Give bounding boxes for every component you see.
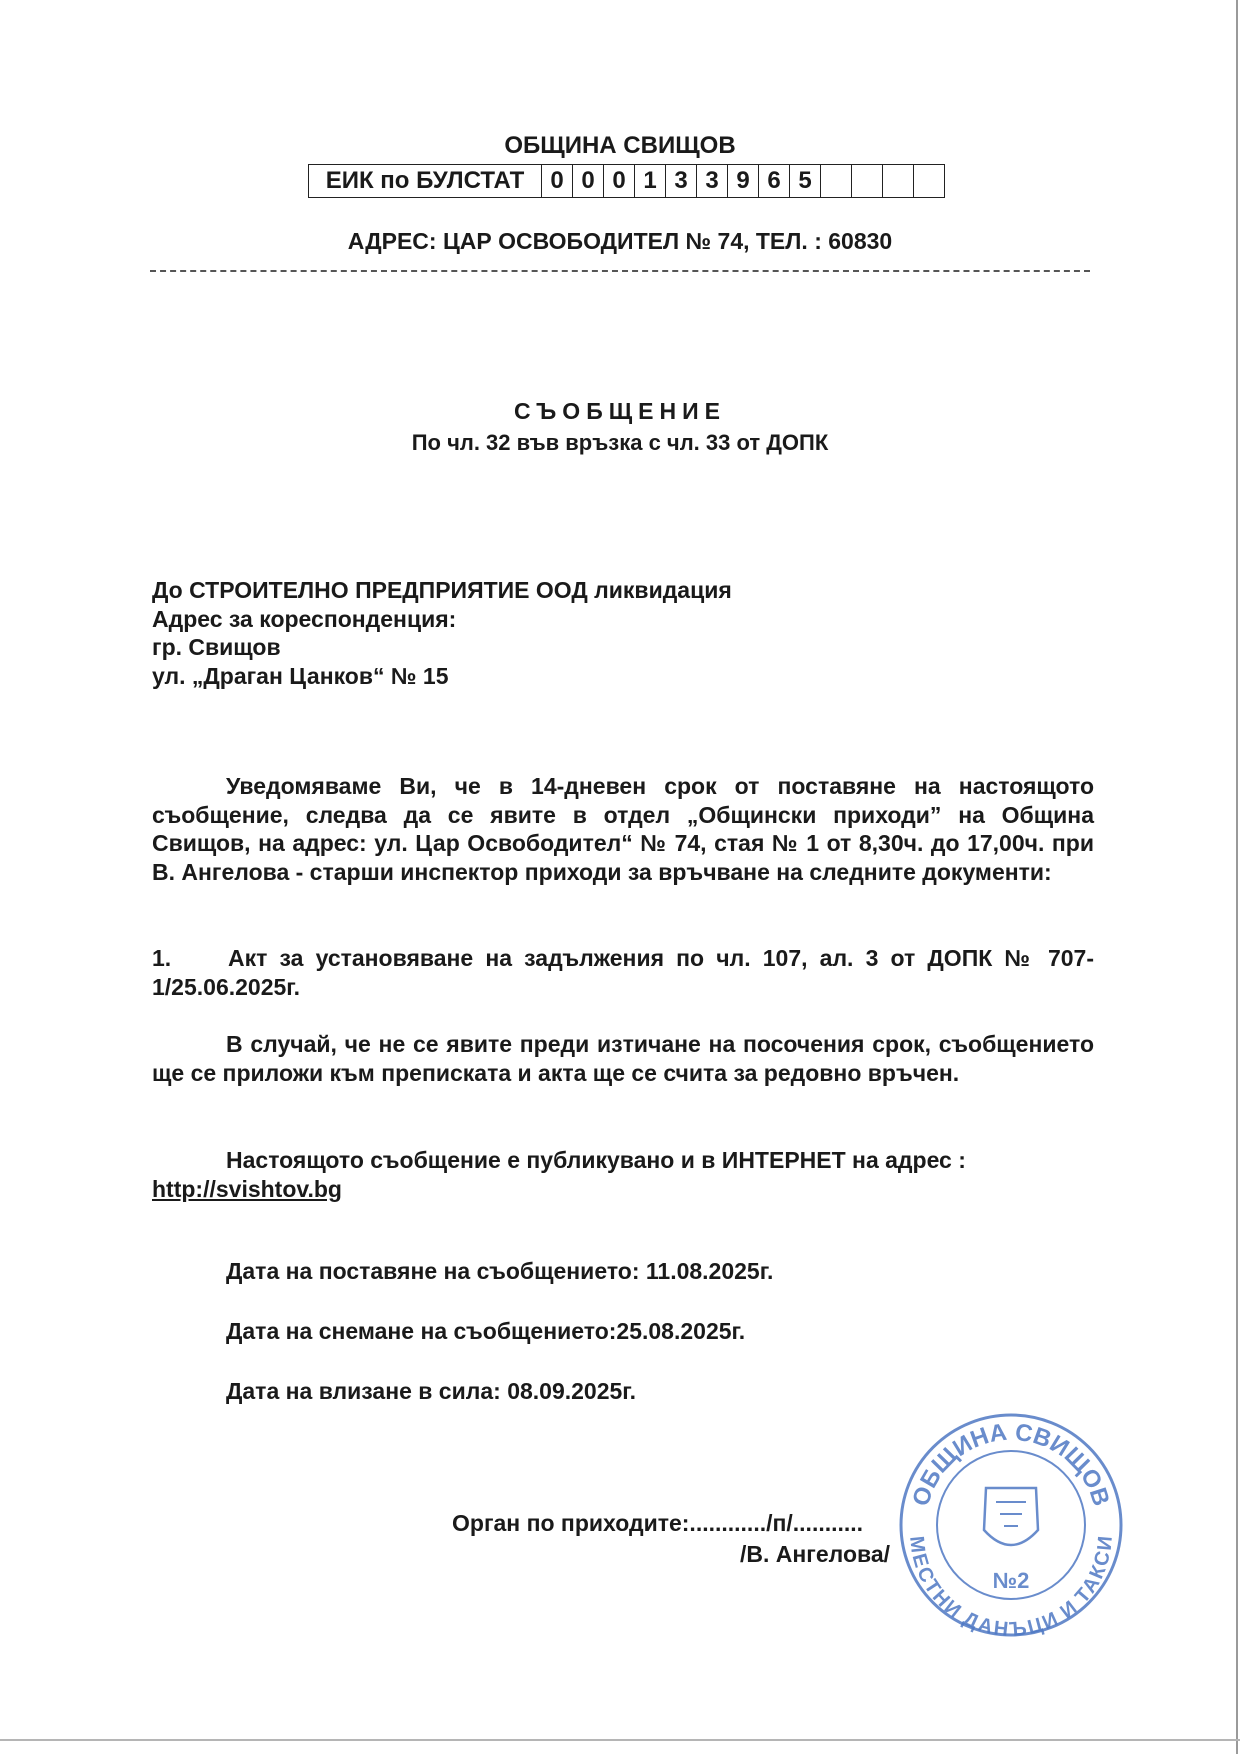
date-effective: Дата на влизане в сила: 08.09.2025г. [226, 1378, 636, 1404]
recipient-address-label: Адрес за кореспонденция: [152, 605, 457, 632]
scan-edge-bottom [0, 1739, 1240, 1741]
notice-paragraph: Уведомяваме Ви, че в 14-дневен срок от поставяне на настоящото съобщение, следва да се явите в отдел „Общински приходи” на Община Свищов, на адрес: ул. Цар Освободител“ № 74, стая № 1 от 8,30ч. до 17,00ч. при В. Ангелова - старши инспектор приходи за връчване на следните документи: [152, 773, 1094, 885]
list-item-number: 1. [152, 945, 172, 971]
date-removed: Дата на снемане на съобщението:25.08.2025г. [226, 1318, 746, 1344]
eik-digit: 3 [666, 165, 697, 198]
scan-edge-right [1236, 0, 1238, 1754]
municipality-name: ОБЩИНА СВИЩОВ [504, 132, 736, 159]
eik-digit: 5 [790, 165, 821, 198]
document-list-item [152, 944, 1094, 1001]
eik-digit: 6 [759, 165, 790, 198]
publication-text: Настоящото съобщение е публикувано и в ИНТЕРНЕТ на адрес : [226, 1147, 966, 1173]
eik-digit: 3 [697, 165, 728, 198]
eik-table [308, 164, 945, 198]
municipality-address: АДРЕС: ЦАР ОСВОБОДИТЕЛ № 74, ТЕЛ. : 60830 [347, 228, 893, 254]
stamp-crest-lines [996, 1502, 1026, 1526]
eik-digit [914, 165, 945, 198]
consequence-paragraph: В случай, че не се явите преди изтичане на посочения срок, съобщението ще се приложи към преписката и акта ще се счита за редовно връчен. [152, 1031, 1094, 1086]
official-stamp [896, 1410, 1126, 1640]
recipient-city: гр. Свищов [152, 634, 281, 660]
eik-digit [852, 165, 883, 198]
eik-digit: 0 [573, 165, 604, 198]
date-posted: Дата на поставяне на съобщението: 11.08.2025г. [226, 1258, 774, 1284]
stamp-number: №2 [992, 1568, 1030, 1593]
recipient-street: ул. „Драган Цанков“ № 15 [152, 662, 449, 689]
stamp-top-text: ОБЩИНА СВИЩОВ [907, 1418, 1115, 1510]
recipient-block [152, 576, 732, 690]
eik-digit: 0 [604, 165, 635, 198]
eik-digit: 1 [635, 165, 666, 198]
recipient-name: До СТРОИТЕЛНО ПРЕДПРИЯТИЕ ООД ликвидация [152, 577, 732, 603]
stamp-bottom-text: МЕСТНИ ДАНЪЦИ И ТАКСИ [905, 1535, 1117, 1640]
eik-digit: 0 [542, 165, 573, 198]
eik-digit [821, 165, 852, 198]
eik-digit: 9 [728, 165, 759, 198]
stamp-crest [984, 1488, 1038, 1545]
document-subtitle: По чл. 32 във връзка с чл. 33 от ДОПК [411, 430, 829, 455]
header-divider [150, 270, 1090, 272]
signatory-name: /В. Ангелова/ [740, 1541, 891, 1567]
publication-paragraph [152, 1146, 1094, 1203]
eik-digit [883, 165, 914, 198]
document-title: СЪОБЩЕНИЕ [514, 398, 726, 424]
signature-line: Орган по приходите:............/п/........... [452, 1510, 864, 1536]
list-item-text: Акт за установяване на задължения по чл. 107, ал. 3 от ДОПК № 707-1/25.06.2025г. [152, 945, 1094, 1000]
eik-label: ЕИК по БУЛСТАТ [309, 165, 542, 198]
website-link[interactable]: http://svishtov.bg [152, 1175, 342, 1202]
